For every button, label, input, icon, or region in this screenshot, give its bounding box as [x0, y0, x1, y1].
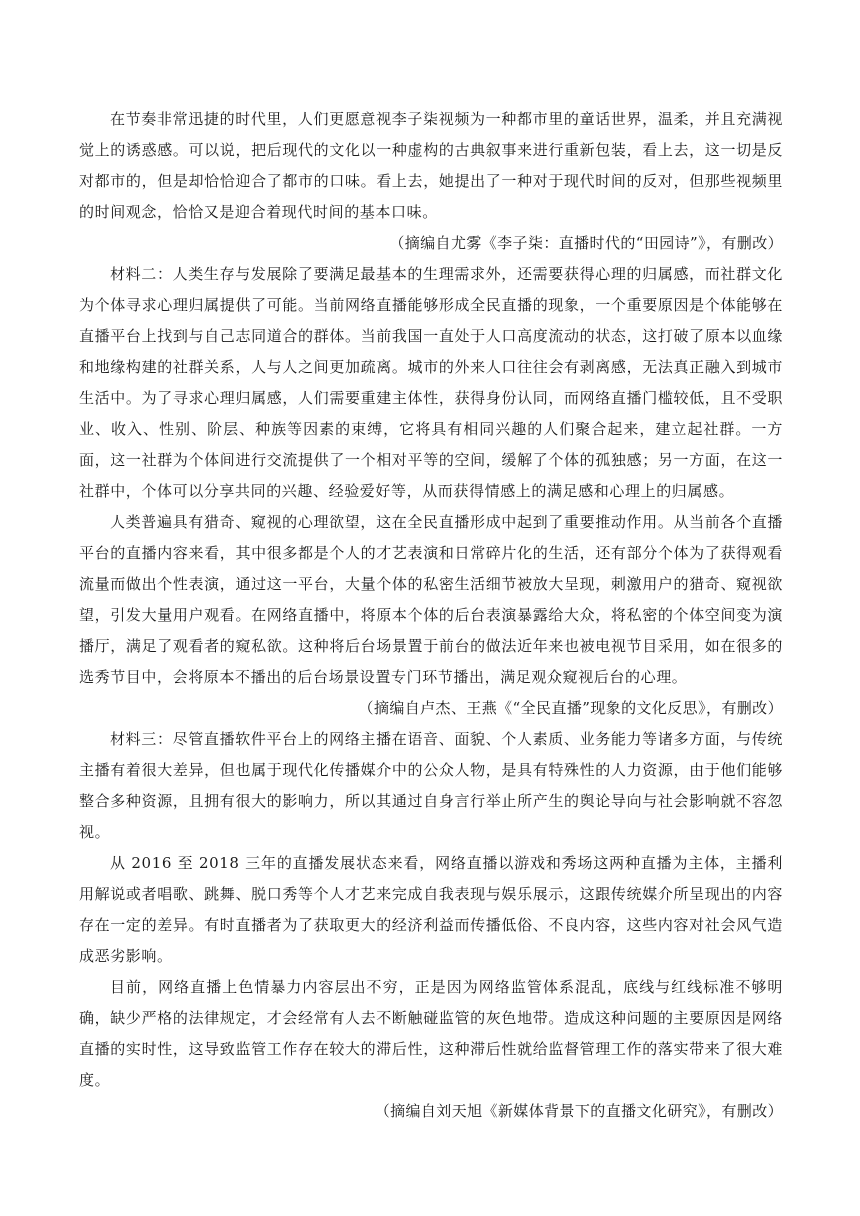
source-citation: （摘编自尤雾《李子柒：直播时代的“田园诗”》，有删改）: [389, 234, 783, 252]
paragraph: 材料三：尽管直播软件平台上的网络主播在语音、面貌、个人素质、业务能力等诸多方面，与传统主播有着很大差异，但也属于现代化传播媒介中的公众人物，是具有特殊性的人力资源，由于他们能够整合多种资源，且拥有很大的影响力，所以其通过自身言行举止所产生的舆论导向与社会影响就不容忽视。: [79, 730, 783, 841]
paragraph: 人类普遍具有猎奇、窥视的心理欲望，这在全民直播形成中起到了重要推动作用。从当前各个直播平台的直播内容来看，其中很多都是个人的才艺表演和日常碎片化的生活，还有部分个体为了获得观看流量而做出个性表演，通过这一平台，大量个体的私密生活细节被放大呈现，刺激用户的猎奇、窥视欲望，引发大量用户观看。在网络直播中，将原本个体的后台表演暴露给大众，将私密的个体空间变为演播厅，满足了观看者的窥私欲。这种将后台场景置于前台的做法近年来也被电视节目采用，如在很多的选秀节目中，会将原本不播出的后台场景设置专门环节播出，满足观众窥视后台的心理。: [79, 513, 783, 686]
source-citation: （摘编自刘天旭《新媒体背景下的直播文化研究》，有删改）: [374, 1102, 783, 1120]
paragraph: 从 2016 至 2018 三年的直播发展状态来看，网络直播以游戏和秀场这两种直播为主体，主播利用解说或者唱歌、跳舞、脱口秀等个人才艺来完成自我表现与娱乐展示，这跟传统媒介所呈现出的内容存在一定的差异。有时直播者为了获取更大的经济利益而传播低俗、不良内容，这些内容对社会风气造成恶劣影响。: [79, 854, 783, 965]
paragraph: 目前，网络直播上色情暴力内容层出不穷，正是因为网络监管体系混乱，底线与红线标准不够明确，缺少严格的法律规定，才会经常有人去不断触碰监管的灰色地带。造成这种问题的主要原因是网络直播的实时性，这导致监管工作存在较大的滞后性，这种滞后性就给监督管理工作的落实带来了很大难度。: [79, 978, 783, 1089]
source-citation: （摘编自卢杰、王燕《“全民直播”现象的文化反思》，有删改）: [358, 699, 783, 717]
paragraph: 材料二：人类生存与发展除了要满足最基本的生理需求外，还需要获得心理的归属感，而社群文化为个体寻求心理归属提供了可能。当前网络直播能够形成全民直播的现象，一个重要原因是个体能够在直播平台上找到与自己志同道合的群体。当前我国一直处于人口高度流动的状态，这打破了原本以血缘和地缘构建的社群关系，人与人之间更加疏离。城市的外来人口往往会有剥离感，无法真正融入到城市生活中。为了寻求心理归属感，人们需要重建主体性，获得身份认同，而网络直播门槛较低，且不受职业、收入、性别、阶层、种族等因素的束缚，它将具有相同兴趣的人们聚合起来，建立起社群。一方面，这一社群为个体间进行交流提供了一个相对平等的空间，缓解了个体的孤独感；另一方面，在这一社群中，个体可以分享共同的兴趣、经验爱好等，从而获得情感上的满足感和心理上的归属感。: [79, 265, 783, 500]
paragraph: 在节奏非常迅捷的时代里，人们更愿意视李子柒视频为一种都市里的童话世界，温柔，并且充满视觉上的诱惑感。可以说，把后现代的文化以一种虚构的古典叙事来进行重新包装，看上去，这一切是反对都市的，但是却恰恰迎合了都市的口味。看上去，她提出了一种对于现代时间的反对，但那些视频里的时间观念，恰恰又是迎合着现代时间的基本口味。: [79, 110, 783, 221]
document-body: [79, 104, 783, 1127]
